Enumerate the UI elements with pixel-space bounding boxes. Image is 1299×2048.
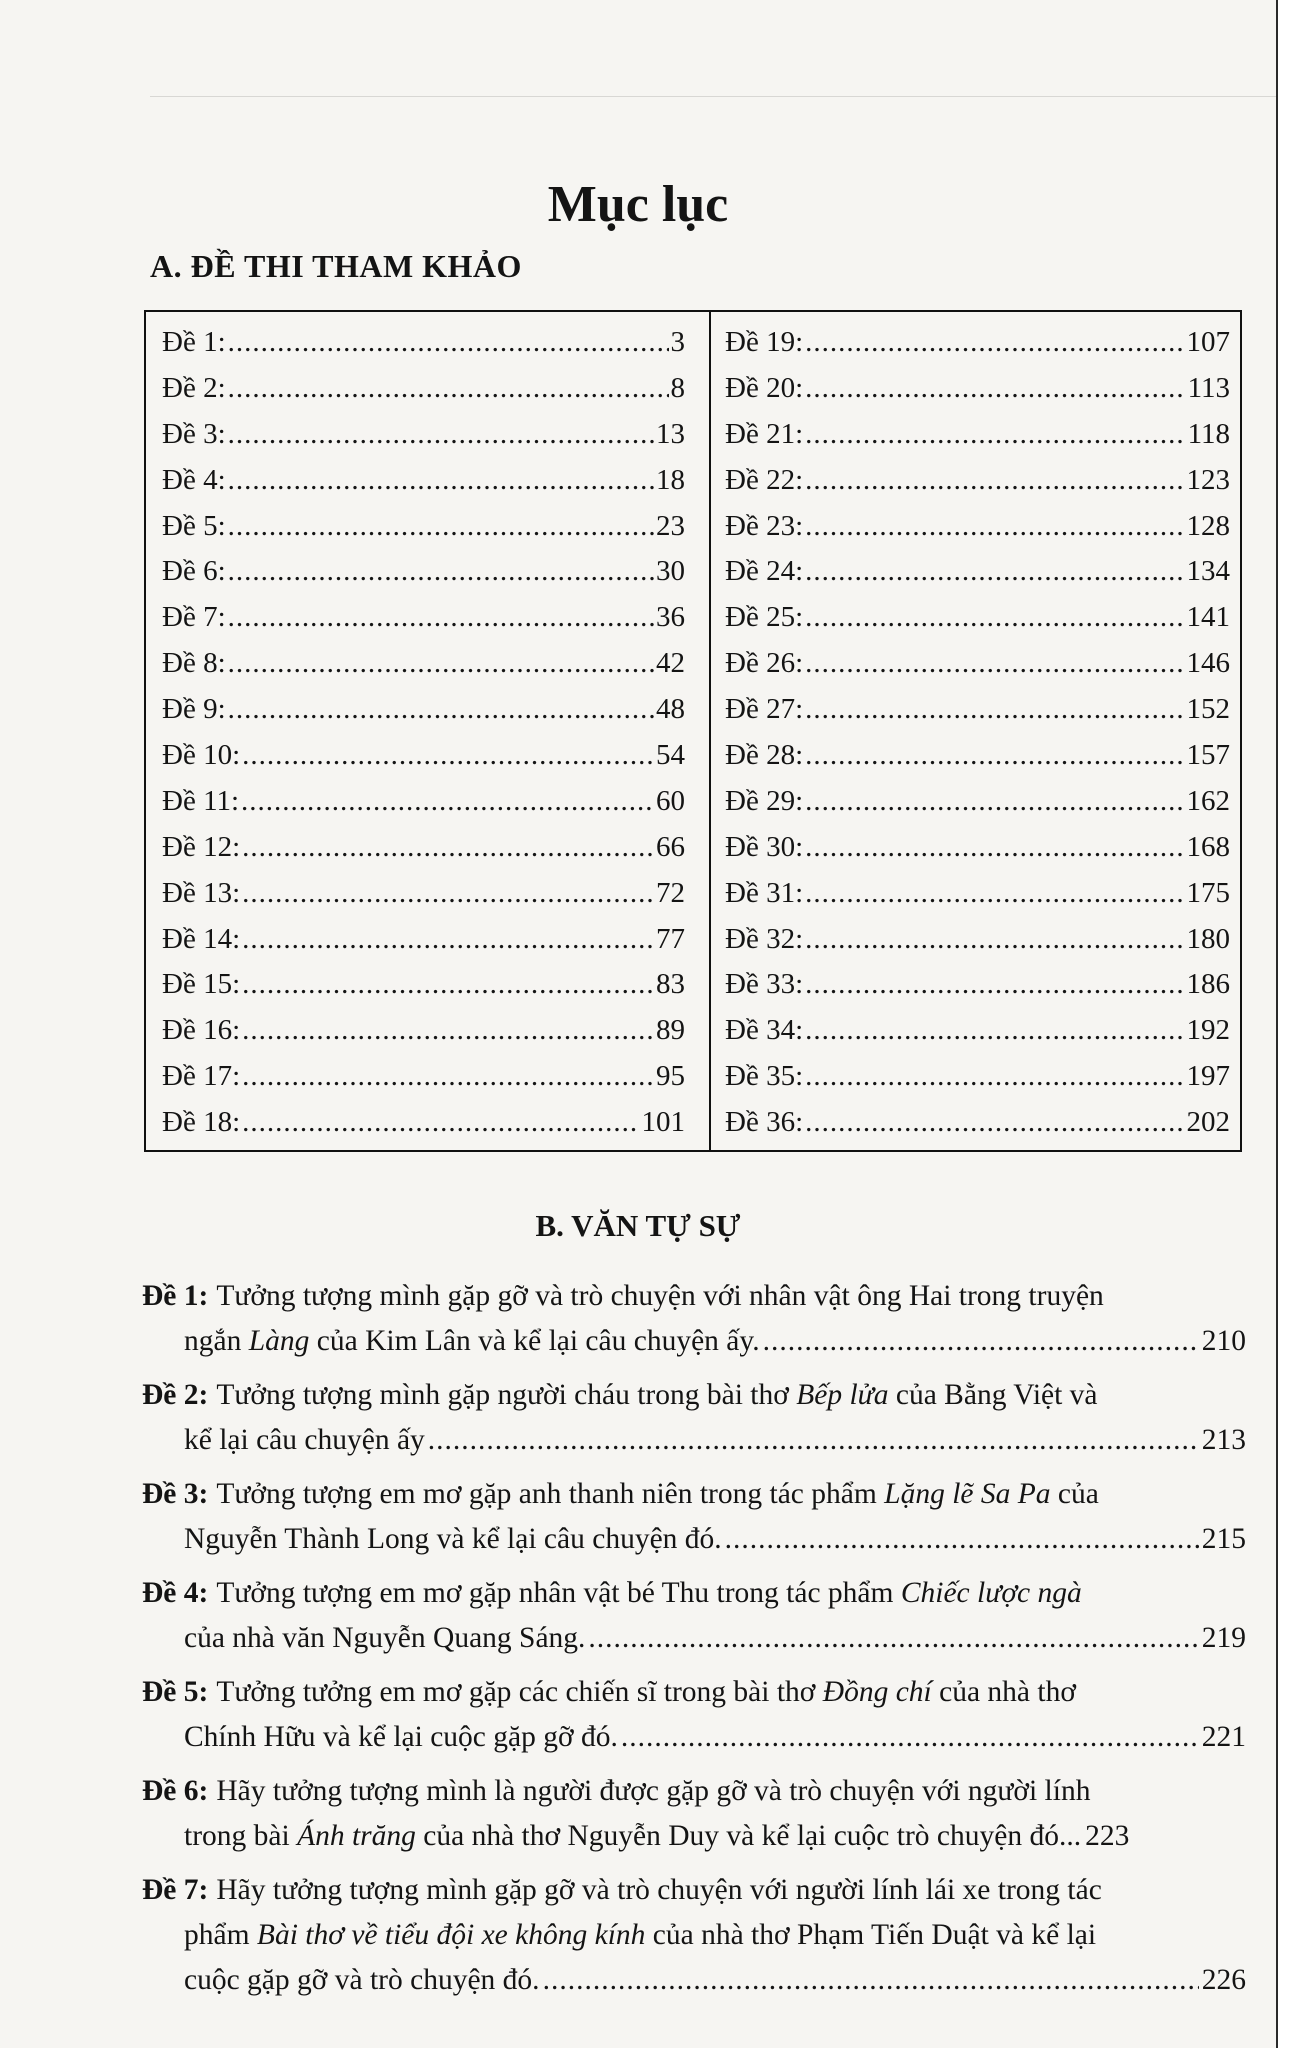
toc-row-page-number: 101	[641, 1106, 685, 1139]
leader-dots	[242, 1100, 639, 1146]
toc-row-label: Đề 8:	[162, 647, 226, 680]
section-a-heading: A. ĐỀ THI THAM KHẢO	[150, 248, 522, 284]
toc-row-page-number: 113	[1187, 371, 1230, 404]
leader-dots	[242, 871, 654, 917]
entry-text: Nguyễn Thành Long và kể lại câu chuyện đó.	[184, 1523, 722, 1555]
toc-row[interactable]	[162, 595, 685, 641]
toc-row-label: Đề 2:	[162, 371, 226, 404]
toc-row[interactable]	[162, 733, 685, 779]
toc-row[interactable]	[725, 917, 1230, 963]
entry-page-number: 215	[1201, 1523, 1246, 1555]
toc-row[interactable]	[725, 779, 1230, 825]
toc-row-label: Đề 25:	[725, 601, 804, 634]
leader-dots	[805, 825, 1184, 871]
toc-row-label: Đề 21:	[725, 417, 804, 450]
toc-row[interactable]	[162, 549, 685, 595]
toc-row-label: Đề 7:	[162, 601, 226, 634]
toc-row[interactable]	[162, 412, 685, 458]
entry-text: Chính Hữu và kể lại cuộc gặp gỡ đó.	[184, 1721, 618, 1753]
entry-line-1: Hãy tưởng tượng mình gặp gỡ và trò chuyện với người lính lái xe trong tác	[216, 1874, 1102, 1906]
toc-row-label: Đề 3:	[162, 417, 226, 450]
toc-entry[interactable]	[142, 1769, 1246, 1859]
toc-right-column	[711, 312, 1242, 1150]
leader-dots	[725, 1517, 1199, 1562]
toc-row[interactable]	[162, 962, 685, 1008]
toc-row[interactable]	[162, 871, 685, 917]
entry-page-number: 210	[1201, 1325, 1246, 1357]
toc-row-page-number: 128	[1186, 509, 1230, 542]
leader-dots	[805, 917, 1184, 963]
toc-left-column	[146, 312, 711, 1150]
toc-row-page-number: 141	[1186, 601, 1230, 634]
toc-row[interactable]	[725, 549, 1230, 595]
leader-dots	[805, 1008, 1184, 1054]
toc-row-label: Đề 27:	[725, 693, 804, 726]
entry-page-number: 221	[1201, 1721, 1246, 1753]
toc-row-label: Đề 1:	[162, 326, 226, 358]
entry-line-1: Hãy tưởng tượng mình là người được gặp gỡ và trò chuyện với người lính	[216, 1775, 1091, 1807]
toc-row[interactable]	[725, 458, 1230, 504]
leader-dots	[805, 1054, 1184, 1100]
entry-label: Đề 1:	[142, 1280, 209, 1312]
leader-dots	[228, 641, 654, 687]
toc-row-label: Đề 28:	[725, 739, 804, 772]
leader-dots	[805, 962, 1184, 1008]
leader-dots	[228, 595, 654, 641]
toc-row-page-number: 13	[656, 417, 685, 450]
entry-line-2: phẩm Bài thơ về tiểu đội xe không kính của nhà thơ Phạm Tiến Duật và kể lại	[184, 1919, 1097, 1951]
leader-dots	[242, 1054, 654, 1100]
toc-row-page-number: 83	[656, 968, 685, 1001]
toc-row-page-number: 123	[1186, 463, 1230, 496]
toc-entry[interactable]	[142, 1373, 1246, 1463]
toc-row-page-number: 175	[1186, 876, 1230, 909]
toc-row-page-number: 180	[1186, 922, 1230, 955]
toc-row-page-number: 197	[1186, 1060, 1230, 1093]
toc-row-page-number: 48	[656, 693, 685, 726]
toc-row[interactable]	[725, 962, 1230, 1008]
entry-label: Đề 3:	[142, 1478, 209, 1510]
entry-line-1: Tưởng tưởng em mơ gặp các chiến sĩ trong bài thơ Đồng chí của nhà thơ	[216, 1676, 1076, 1708]
toc-entry[interactable]	[142, 1670, 1246, 1760]
entry-line-1: Tưởng tượng mình gặp gỡ và trò chuyện với nhân vật ông Hai trong truyện	[216, 1280, 1104, 1312]
leader-dots	[242, 1008, 654, 1054]
entry-page-number: 223	[1085, 1820, 1130, 1852]
toc-row-page-number: 146	[1186, 647, 1230, 680]
toc-row[interactable]	[162, 1100, 685, 1146]
header-rule	[150, 96, 1276, 97]
leader-dots	[805, 687, 1184, 733]
toc-row-page-number: 36	[656, 601, 685, 634]
toc-row-label: Đề 9:	[162, 693, 226, 726]
leader-dots	[805, 779, 1184, 825]
toc-row-page-number: 30	[656, 555, 685, 588]
toc-row[interactable]	[725, 504, 1230, 550]
leader-dots	[805, 412, 1185, 458]
leader-dots	[228, 458, 654, 504]
toc-row[interactable]	[162, 1054, 685, 1100]
toc-row[interactable]	[725, 733, 1230, 779]
toc-row[interactable]	[725, 366, 1230, 412]
toc-entry[interactable]	[142, 1274, 1246, 1364]
leader-dots	[241, 779, 654, 825]
toc-row[interactable]	[725, 320, 1230, 366]
toc-row-page-number: 192	[1186, 1014, 1230, 1047]
toc-row-page-number: 23	[656, 509, 685, 542]
entry-text: trong bài Ánh trăng của nhà thơ Nguyễn Duy và kể lại cuộc trò chuyện đó...	[184, 1820, 1082, 1852]
leader-dots	[228, 687, 654, 733]
entry-page-number: 226	[1201, 1964, 1246, 1996]
toc-row[interactable]	[725, 1054, 1230, 1100]
toc-row-page-number: 152	[1186, 693, 1230, 726]
entry-text: kể lại câu chuyện ấy	[184, 1424, 425, 1456]
entry-line-1: Tưởng tượng em mơ gặp anh thanh niên trong tác phẩm Lặng lẽ Sa Pa của	[216, 1478, 1099, 1510]
leader-dots	[805, 871, 1184, 917]
entry-page-number: 219	[1201, 1622, 1246, 1654]
leader-dots	[242, 733, 654, 779]
toc-row[interactable]	[162, 779, 685, 825]
leader-dots	[242, 917, 654, 963]
leader-dots	[805, 549, 1184, 595]
leader-dots	[428, 1418, 1199, 1463]
toc-row-page-number: 134	[1186, 555, 1230, 588]
toc-row-label: Đề 29:	[725, 784, 804, 817]
entry-text: cuộc gặp gỡ và trò chuyện đó.	[184, 1964, 540, 1996]
toc-row[interactable]	[725, 641, 1230, 687]
toc-row[interactable]	[725, 687, 1230, 733]
leader-dots	[228, 412, 654, 458]
toc-row[interactable]	[162, 458, 685, 504]
toc-row[interactable]	[725, 871, 1230, 917]
toc-row-page-number: 118	[1187, 417, 1230, 450]
leader-dots	[543, 1958, 1199, 2003]
leader-dots	[805, 595, 1184, 641]
leader-dots	[228, 504, 654, 550]
toc-row-label: Đề 16:	[162, 1014, 241, 1047]
toc-row[interactable]	[162, 917, 685, 963]
leader-dots	[805, 733, 1184, 779]
toc-row[interactable]	[162, 366, 685, 412]
toc-row-label: Đề 19:	[725, 326, 804, 358]
toc-row-label: Đề 32:	[725, 922, 804, 955]
toc-row[interactable]	[162, 320, 685, 366]
toc-row-page-number: 3	[670, 326, 685, 358]
toc-row-label: Đề 24:	[725, 555, 804, 588]
toc-entry[interactable]	[142, 1868, 1246, 2003]
toc-row-page-number: 77	[656, 922, 685, 955]
toc-row-label: Đề 5:	[162, 509, 226, 542]
leader-dots	[588, 1616, 1198, 1661]
toc-row-label: Đề 17:	[162, 1060, 241, 1093]
leader-dots	[805, 641, 1184, 687]
leader-dots	[242, 825, 654, 871]
toc-table	[144, 310, 1242, 1152]
toc-row-page-number: 168	[1186, 830, 1230, 863]
toc-row-label: Đề 4:	[162, 463, 226, 496]
toc-row-label: Đề 11:	[162, 784, 240, 817]
entry-page-number: 213	[1201, 1424, 1246, 1456]
entry-line-1: Tưởng tượng mình gặp người cháu trong bài thơ Bếp lửa của Bằng Việt và	[216, 1379, 1098, 1411]
toc-row-page-number: 54	[656, 739, 685, 772]
toc-row-label: Đề 31:	[725, 876, 804, 909]
toc-entry[interactable]	[142, 1472, 1246, 1562]
toc-row-page-number: 18	[656, 463, 685, 496]
toc-row-label: Đề 23:	[725, 509, 804, 542]
leader-dots	[805, 458, 1184, 504]
toc-row-page-number: 162	[1186, 784, 1230, 817]
toc-row-label: Đề 18:	[162, 1106, 241, 1139]
toc-row-label: Đề 10:	[162, 739, 241, 772]
page-title: Mục lục	[547, 176, 729, 233]
toc-row[interactable]	[162, 504, 685, 550]
toc-row[interactable]	[162, 641, 685, 687]
entry-label: Đề 2:	[142, 1379, 209, 1411]
toc-row[interactable]	[725, 412, 1230, 458]
toc-row-page-number: 202	[1186, 1106, 1230, 1139]
leader-dots	[805, 320, 1184, 366]
section-b-heading: B. VĂN TỰ SỰ	[535, 1208, 741, 1243]
entry-text: của nhà văn Nguyễn Quang Sáng.	[184, 1622, 586, 1654]
leader-dots	[805, 1100, 1184, 1146]
toc-row-page-number: 8	[670, 371, 685, 404]
leader-dots	[621, 1715, 1199, 1760]
toc-row-page-number: 95	[656, 1060, 685, 1093]
toc-row-label: Đề 12:	[162, 830, 241, 863]
toc-row-page-number: 42	[656, 647, 685, 680]
toc-row-label: Đề 30:	[725, 830, 804, 863]
toc-row-page-number: 107	[1186, 326, 1230, 358]
toc-row[interactable]	[162, 1008, 685, 1054]
toc-row-page-number: 157	[1186, 739, 1230, 772]
entry-label: Đề 4:	[142, 1577, 209, 1609]
toc-row[interactable]	[725, 595, 1230, 641]
toc-row-label: Đề 35:	[725, 1060, 804, 1093]
toc-row-label: Đề 34:	[725, 1014, 804, 1047]
toc-row-page-number: 66	[656, 830, 685, 863]
toc-row-page-number: 60	[656, 784, 685, 817]
leader-dots	[228, 366, 669, 412]
toc-row-label: Đề 22:	[725, 463, 804, 496]
toc-row[interactable]	[725, 1100, 1230, 1146]
entry-label: Đề 6:	[142, 1775, 209, 1807]
toc-row-page-number: 72	[656, 876, 685, 909]
toc-row-page-number: 186	[1186, 968, 1230, 1001]
toc-row-label: Đề 33:	[725, 968, 804, 1001]
toc-row-label: Đề 6:	[162, 555, 226, 588]
entry-line-1: Tưởng tượng em mơ gặp nhân vật bé Thu trong tác phẩm Chiếc lược ngà	[216, 1577, 1082, 1609]
page-edge	[1276, 0, 1299, 2048]
toc-row[interactable]	[162, 687, 685, 733]
leader-dots	[805, 504, 1184, 550]
leader-dots	[242, 962, 654, 1008]
toc-entry[interactable]	[142, 1571, 1246, 1661]
toc-row-label: Đề 14:	[162, 922, 241, 955]
toc-row-label: Đề 13:	[162, 876, 241, 909]
leader-dots	[228, 549, 654, 595]
toc-row-label: Đề 36:	[725, 1106, 804, 1139]
toc-row-label: Đề 20:	[725, 371, 804, 404]
leader-dots	[228, 320, 669, 366]
toc-row[interactable]	[725, 825, 1230, 871]
leader-dots	[805, 366, 1185, 412]
leader-dots	[763, 1319, 1199, 1364]
section-b-entries	[142, 1274, 1246, 2012]
toc-row-label: Đề 15:	[162, 968, 241, 1001]
toc-row-label: Đề 26:	[725, 647, 804, 680]
entry-label: Đề 5:	[142, 1676, 209, 1708]
entry-label: Đề 7:	[142, 1874, 209, 1906]
entry-text: ngắn Làng của Kim Lân và kể lại câu chuyện ấy.	[184, 1325, 760, 1357]
toc-row[interactable]	[162, 825, 685, 871]
toc-row-page-number: 89	[656, 1014, 685, 1047]
toc-row[interactable]	[725, 1008, 1230, 1054]
